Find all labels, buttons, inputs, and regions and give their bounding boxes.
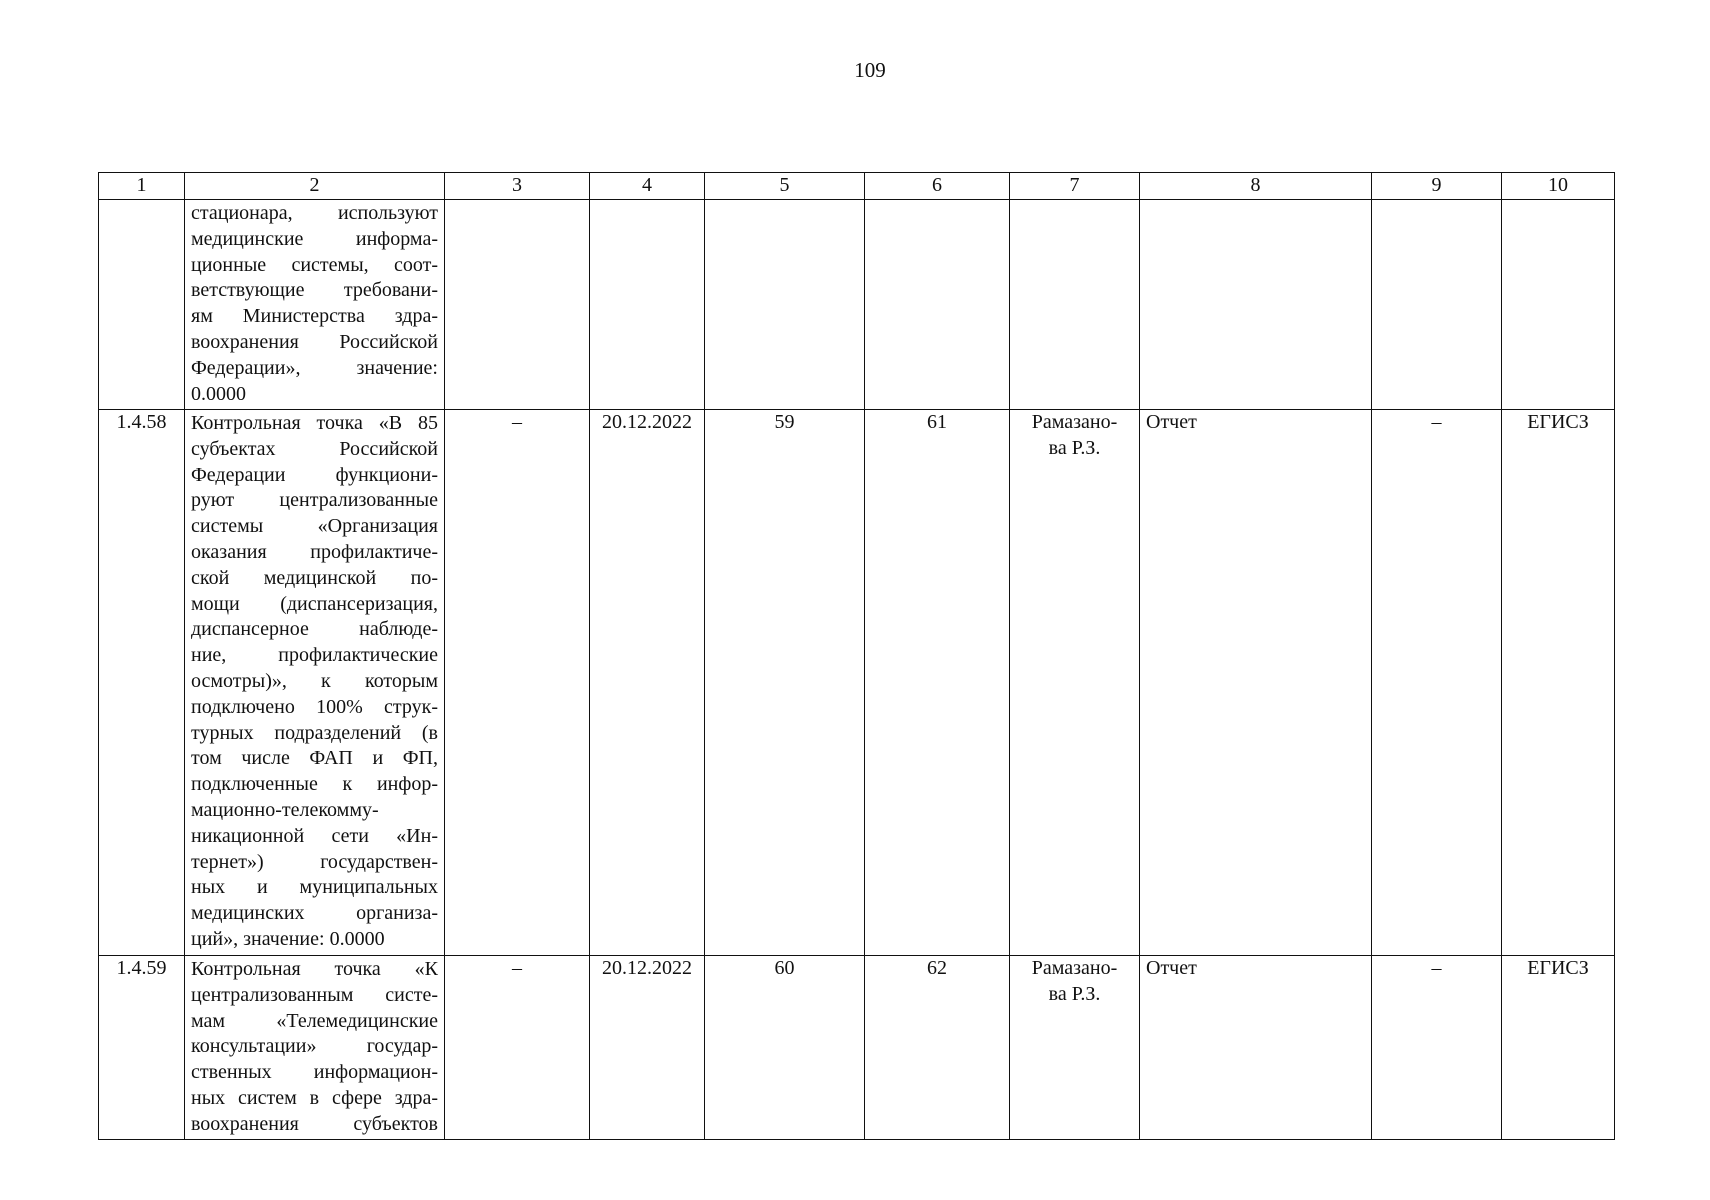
description-line: воохранения субъектов [191, 1112, 438, 1135]
column-number-row [99, 173, 1615, 200]
cell-col8: Отчет [1140, 410, 1372, 956]
cell-col6 [865, 200, 1010, 410]
description-line: стационара, используют [191, 202, 438, 224]
description-line: централизованным систе- [191, 983, 438, 1006]
responsible-line: Рамазано- [1031, 411, 1118, 433]
column-header: 2 [185, 173, 445, 200]
description-line: мационно-телекомму- [191, 798, 379, 821]
description-line: 0.0000 [191, 382, 246, 405]
cell-col6: 61 [865, 410, 1010, 956]
column-header: 5 [705, 173, 865, 200]
description-line: ветствующие требовани- [191, 279, 438, 302]
description-line: том числе ФАП и ФП, [191, 747, 438, 770]
description-line: медицинских организа- [191, 902, 438, 925]
item-number: 1.4.59 [99, 956, 185, 1140]
description-line: мощи (диспансеризация, [191, 592, 438, 615]
description-line: оказания профилактиче- [191, 540, 438, 563]
description-line: никационной сети «Ин- [191, 824, 438, 847]
page-number: 109 [854, 58, 886, 82]
cell-col3: – [445, 956, 590, 1140]
cell-col4: 20.12.2022 [590, 410, 705, 956]
description-line: воохранения Российской [191, 330, 438, 353]
cell-col7 [1010, 410, 1140, 956]
cell-col5: 60 [705, 956, 865, 1140]
table-row [99, 956, 1615, 1140]
responsible-line: Рамазано- [1031, 957, 1118, 979]
cell-col4: 20.12.2022 [590, 956, 705, 1140]
description-line: ской медицинской по- [191, 566, 438, 589]
cell-col3: – [445, 410, 590, 956]
description-line: ям Министерства здра- [191, 305, 438, 328]
column-header: 9 [1372, 173, 1502, 200]
description-line: мам «Телемедицинские [191, 1009, 438, 1032]
description-line: консультации» государ- [191, 1035, 438, 1058]
description-line: подключенные к инфор- [191, 773, 438, 796]
cell-col7 [1010, 956, 1140, 1140]
cell-col7 [1010, 200, 1140, 410]
responsible-line: ва Р.З. [1048, 982, 1101, 1005]
description-line: Федерации», значение: [191, 356, 438, 379]
cell-col10 [1502, 200, 1615, 410]
description-line: осмотры)», к которым [191, 669, 438, 692]
cell-col9 [1372, 200, 1502, 410]
item-description [185, 956, 445, 1140]
cell-col5: 59 [705, 410, 865, 956]
description-line: турных подразделений (в [191, 721, 438, 744]
cell-col8 [1140, 200, 1372, 410]
table-row [99, 410, 1615, 956]
cell-col4 [590, 200, 705, 410]
item-number [99, 200, 185, 410]
description-line: ние, профилактические [191, 644, 438, 667]
cell-col6: 62 [865, 956, 1010, 1140]
cell-col9: – [1372, 956, 1502, 1140]
column-header: 3 [445, 173, 590, 200]
item-number: 1.4.58 [99, 410, 185, 956]
description-line: ных систем в сфере здра- [191, 1086, 438, 1109]
cell-col10: ЕГИСЗ [1502, 956, 1615, 1140]
item-description [185, 410, 445, 956]
description-line: Контрольная точка «В 85 [191, 412, 438, 434]
column-header: 8 [1140, 173, 1372, 200]
cell-col3 [445, 200, 590, 410]
column-header: 1 [99, 173, 185, 200]
description-line: ственных информацион- [191, 1061, 438, 1084]
cell-col10: ЕГИСЗ [1502, 410, 1615, 956]
description-line: ционные системы, соот- [191, 253, 438, 276]
column-header: 4 [590, 173, 705, 200]
column-header: 7 [1010, 173, 1140, 200]
cell-col8: Отчет [1140, 956, 1372, 1140]
description-line: тернет») государствен- [191, 850, 438, 873]
description-line: руют централизованные [191, 489, 438, 512]
description-line: системы «Организация [191, 515, 438, 538]
description-line: ций», значение: 0.0000 [191, 927, 385, 950]
column-header: 6 [865, 173, 1010, 200]
responsible-line: ва Р.З. [1048, 436, 1101, 459]
cell-col9: – [1372, 410, 1502, 956]
item-description [185, 200, 445, 410]
description-line: Контрольная точка «К [191, 958, 438, 980]
description-line: ных и муниципальных [191, 876, 438, 899]
description-line: медицинские информа- [191, 227, 438, 250]
table-row [99, 200, 1615, 410]
plan-table [98, 172, 1615, 1140]
description-line: Федерации функциони- [191, 463, 438, 486]
column-header: 10 [1502, 173, 1615, 200]
description-line: субъектах Российской [191, 437, 438, 460]
description-line: подключено 100% струк- [191, 695, 438, 718]
description-line: диспансерное наблюде- [191, 618, 438, 641]
cell-col5 [705, 200, 865, 410]
